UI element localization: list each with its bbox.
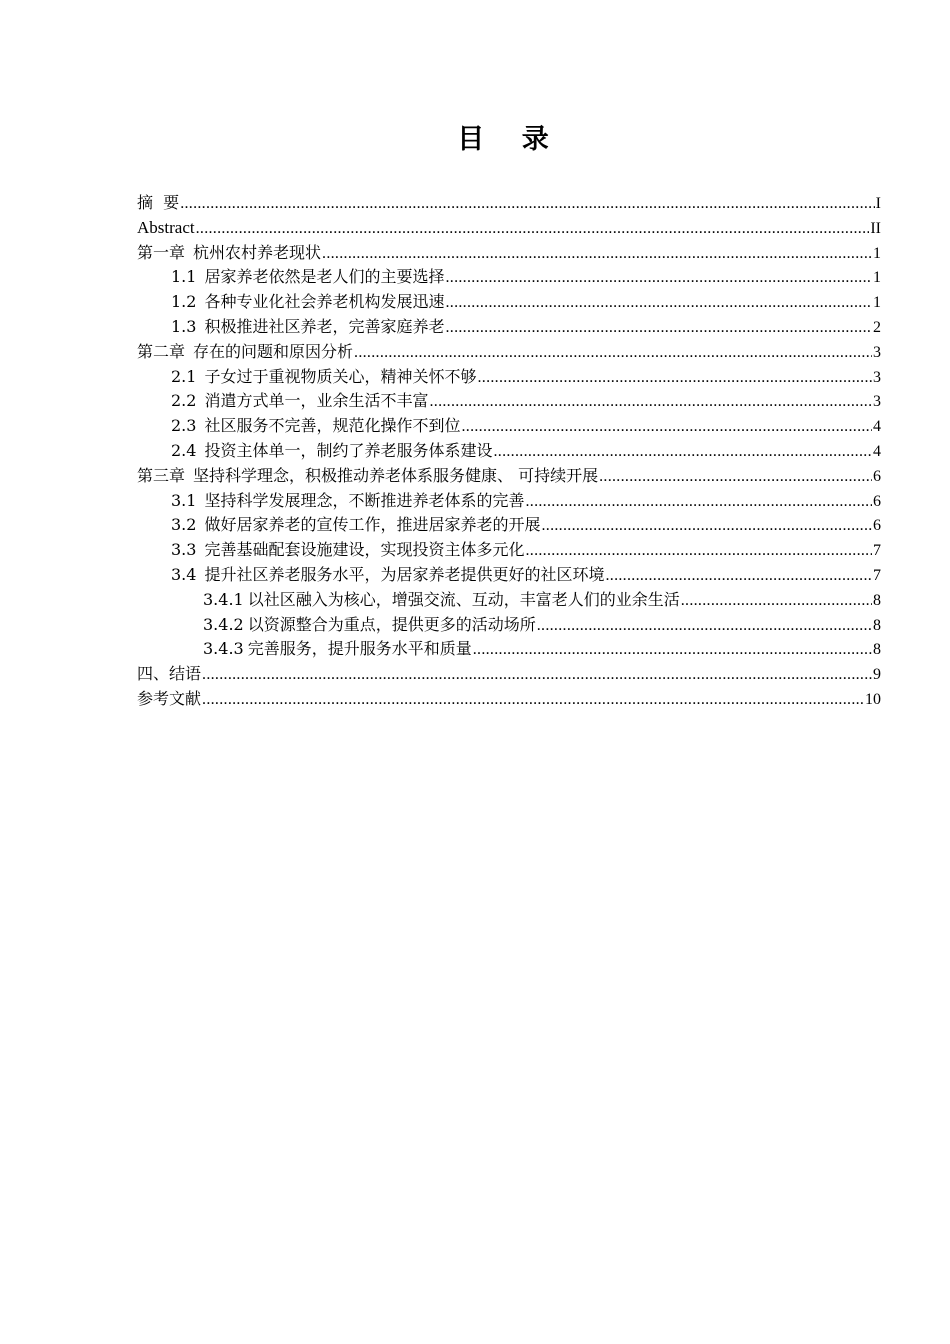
- toc-entry-label: 积极推进社区养老，完善家庭养老: [204, 316, 445, 336]
- toc-dot-leader: [681, 589, 872, 614]
- toc-page-number: 9: [873, 666, 881, 684]
- toc-entry-number: 第一章: [137, 242, 186, 262]
- toc-page-number: 1: [873, 244, 881, 262]
- toc-entry-label: 投资主体单一，制约了养老服务体系建设: [204, 440, 493, 460]
- toc-page-number: 8: [873, 641, 881, 659]
- toc-entry-label: 完善基础配套设施建设，实现投资主体多元化: [204, 540, 525, 560]
- toc-entry-2-4[interactable]: [137, 439, 881, 464]
- toc-title: 目 录: [457, 124, 563, 155]
- toc-entry-3-4-3[interactable]: [137, 637, 881, 662]
- toc-entry-label: 完善服务，提升服务水平和质量: [247, 639, 472, 659]
- toc-entry-number: 第二章: [137, 341, 186, 361]
- toc-page-number: 7: [873, 566, 881, 584]
- toc-entry-abstract-cn[interactable]: [137, 191, 881, 216]
- toc-page-number: 3: [873, 393, 881, 411]
- toc-dot-leader: [541, 514, 872, 539]
- toc-dot-leader: [445, 266, 872, 291]
- toc-entry-number: 2.4: [171, 440, 197, 460]
- table-of-contents: [137, 191, 881, 712]
- toc-dot-leader: [599, 465, 872, 490]
- toc-page-number: 4: [873, 418, 881, 436]
- toc-page-number: 1: [873, 294, 881, 312]
- toc-entry-label: 提升社区养老服务水平，为居家养老提供更好的社区环境: [204, 564, 605, 584]
- toc-dot-leader: [429, 390, 872, 415]
- toc-entry-label: 存在的问题和原因分析: [193, 341, 354, 361]
- toc-dot-leader: [461, 415, 872, 440]
- toc-entry-number: 1.2: [171, 292, 197, 312]
- toc-entry-number: 2.2: [171, 391, 197, 411]
- toc-page-number: 8: [873, 616, 881, 634]
- toc-entry-label: 做好居家养老的宣传工作，推进居家养老的开展: [204, 515, 541, 535]
- toc-entry-number: 3.2: [171, 515, 197, 535]
- toc-entry-number: 1.3: [171, 316, 197, 336]
- toc-entry-label: Abstract: [137, 217, 195, 237]
- toc-entry-label: 坚持科学发展理念，不断推进养老体系的完善: [204, 490, 525, 510]
- toc-entry-label: 子女过于重视物质关心，精神关怀不够: [204, 366, 477, 386]
- toc-entry-2-1[interactable]: [137, 365, 881, 390]
- toc-entry-3-3[interactable]: [137, 538, 881, 563]
- toc-entry-abstract-en[interactable]: [137, 216, 881, 241]
- toc-entry-chapter-2[interactable]: [137, 340, 881, 365]
- toc-entry-label: 杭州农村养老现状: [193, 242, 322, 262]
- toc-page-number: 6: [873, 467, 881, 485]
- toc-dot-leader: [322, 242, 872, 267]
- toc-entry-label: 四、结语: [137, 664, 202, 684]
- toc-entry-2-2[interactable]: [137, 389, 881, 414]
- toc-dot-leader: [473, 638, 872, 663]
- toc-dot-leader: [493, 440, 872, 465]
- toc-dot-leader: [605, 564, 872, 589]
- toc-entry-label: 以社区融入为核心，增强交流、互动，丰富老人们的业余生活: [247, 589, 680, 609]
- toc-dot-leader: [180, 192, 874, 217]
- toc-page-number: 4: [873, 442, 881, 460]
- toc-dot-leader: [525, 490, 872, 515]
- toc-entry-number: 3.4.1: [203, 589, 244, 609]
- toc-dot-leader: [354, 341, 872, 366]
- toc-entry-references[interactable]: [137, 687, 881, 712]
- toc-entry-3-2[interactable]: [137, 513, 881, 538]
- toc-dot-leader: [445, 316, 872, 341]
- toc-dot-leader: [202, 663, 872, 688]
- toc-page-number: 1: [873, 269, 881, 287]
- toc-entry-number: 第三章: [137, 465, 186, 485]
- toc-page-number: 2: [873, 318, 881, 336]
- toc-page-number: 6: [873, 517, 881, 535]
- toc-entry-3-4-1[interactable]: [137, 588, 881, 613]
- toc-entry-number: 3.4: [171, 564, 197, 584]
- toc-entry-label: 摘 要: [137, 193, 180, 212]
- toc-entry-2-3[interactable]: [137, 414, 881, 439]
- toc-entry-label: 以资源整合为重点，提供更多的活动场所: [247, 614, 536, 634]
- toc-entry-number: 3.4.2: [203, 614, 244, 634]
- toc-entry-conclusion[interactable]: [137, 662, 881, 687]
- toc-page-number: 6: [873, 492, 881, 510]
- toc-entry-label: 坚持科学理念，积极推动养老体系服务健康、 可持续开展: [193, 465, 599, 485]
- toc-dot-leader: [202, 688, 864, 713]
- toc-entry-chapter-3[interactable]: [137, 464, 881, 489]
- toc-dot-leader: [445, 291, 872, 316]
- toc-entry-label: 消遣方式单一，业余生活不丰富: [204, 391, 429, 411]
- toc-page-number: II: [870, 219, 881, 237]
- toc-dot-leader: [477, 366, 872, 391]
- toc-page-number: 3: [873, 343, 881, 361]
- toc-entry-number: 3.3: [171, 540, 197, 560]
- toc-entry-1-1[interactable]: [137, 265, 881, 290]
- toc-entry-number: 3.1: [171, 490, 197, 510]
- toc-dot-leader: [537, 614, 872, 639]
- toc-page-number: 8: [873, 591, 881, 609]
- toc-entry-3-1[interactable]: [137, 489, 881, 514]
- toc-entry-number: 2.1: [171, 366, 197, 386]
- toc-entry-3-4[interactable]: [137, 563, 881, 588]
- toc-entry-3-4-2[interactable]: [137, 613, 881, 638]
- toc-entry-label: 各种专业化社会养老机构发展迅速: [204, 292, 445, 312]
- toc-entry-number: 3.4.3: [203, 639, 244, 659]
- toc-page-number: 7: [873, 542, 881, 560]
- toc-entry-label: 居家养老依然是老人们的主要选择: [204, 267, 445, 287]
- toc-dot-leader: [525, 539, 872, 564]
- toc-entry-number: 1.1: [171, 267, 197, 287]
- toc-dot-leader: [196, 217, 870, 242]
- toc-page-number: I: [875, 195, 881, 212]
- toc-entry-number: 2.3: [171, 416, 197, 436]
- toc-entry-chapter-1[interactable]: [137, 241, 881, 266]
- toc-entry-1-2[interactable]: [137, 290, 881, 315]
- toc-entry-1-3[interactable]: [137, 315, 881, 340]
- toc-page-number: 10: [865, 690, 881, 708]
- toc-entry-label: 社区服务不完善，规范化操作不到位: [204, 416, 461, 436]
- toc-entry-label: 参考文献: [137, 688, 202, 708]
- toc-page-number: 3: [873, 368, 881, 386]
